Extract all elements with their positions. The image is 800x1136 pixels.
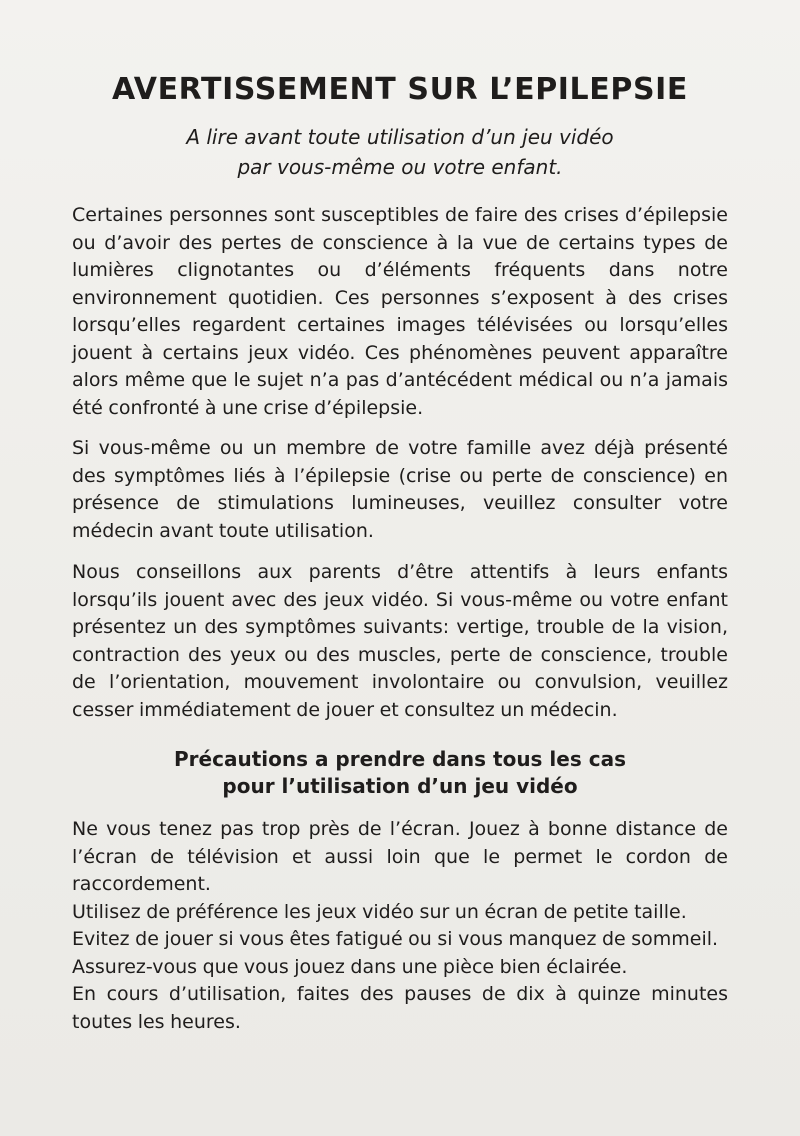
subtitle — [72, 122, 728, 182]
precautions-heading — [72, 746, 728, 800]
precaution-item: Assurez-vous que vous jouez dans une pièce bien éclairée. — [72, 955, 628, 978]
precautions-list — [72, 816, 728, 1036]
paragraph-photosensitivity: Certaines personnes sont susceptibles de faire des crises d’épilepsie ou d’avoir des pertes de conscience à la vue de certains types de lumières clignotantes ou d’éléments fréquents dans notre environnement quotidien. Ces personnes s’exposent à des crises lorsqu’elles regardent certaines images télévisées ou lorsqu’elles jouent à certains jeux vidéo. Ces phénomènes peuvent apparaître alors même que le sujet n’a pas d’antécédent médical ou n’a jamais été confronté à une crise d’épilepsie. — [72, 204, 728, 419]
subtitle-line-2: par vous-même ou votre enfant. — [237, 155, 563, 179]
precaution-item: Utilisez de préférence les jeux vidéo sur un écran de petite taille. — [72, 900, 687, 923]
precaution-item: Ne vous tenez pas trop près de l’écran. Jouez à bonne distance de l’écran de télévision et aussi loin que le permet le cordon de raccordement. — [72, 818, 728, 895]
precautions-heading-line-1: Précautions a prendre dans tous les cas — [174, 747, 626, 771]
precaution-item: Evitez de jouer si vous êtes fatigué ou si vous manquez de sommeil. — [72, 928, 719, 950]
paragraph-family-history: Si vous-même ou un membre de votre famille avez déjà présenté des symptômes liés à l’épilepsie (crise ou perte de conscience) en présence de stimulations lumineuses, veuillez consulter votre médecin avant toute utilisation. — [72, 437, 728, 542]
subtitle-line-1: A lire avant toute utilisation d’un jeu vidéo — [186, 125, 614, 149]
precaution-item: En cours d’utilisation, faites des pauses de dix à quinze minutes toutes les heures. — [72, 983, 728, 1033]
page-title: AVERTISSEMENT SUR L’EPILEPSIE — [111, 72, 689, 107]
precautions-heading-line-2: pour l’utilisation d’un jeu vidéo — [222, 774, 578, 798]
paragraph-parental-advice: Nous conseillons aux parents d’être attentifs à leurs enfants lorsqu’ils jouent avec des jeux vidéo. Si vous-même ou votre enfant présentez un des symptômes suivants: vertige, trouble de la vision, contraction des yeux ou des muscles, perte de conscience, trouble de l’orientation, mouvement involontaire ou convulsion, veuillez cesser immédiatement de jouer et consultez un médecin. — [72, 561, 728, 721]
